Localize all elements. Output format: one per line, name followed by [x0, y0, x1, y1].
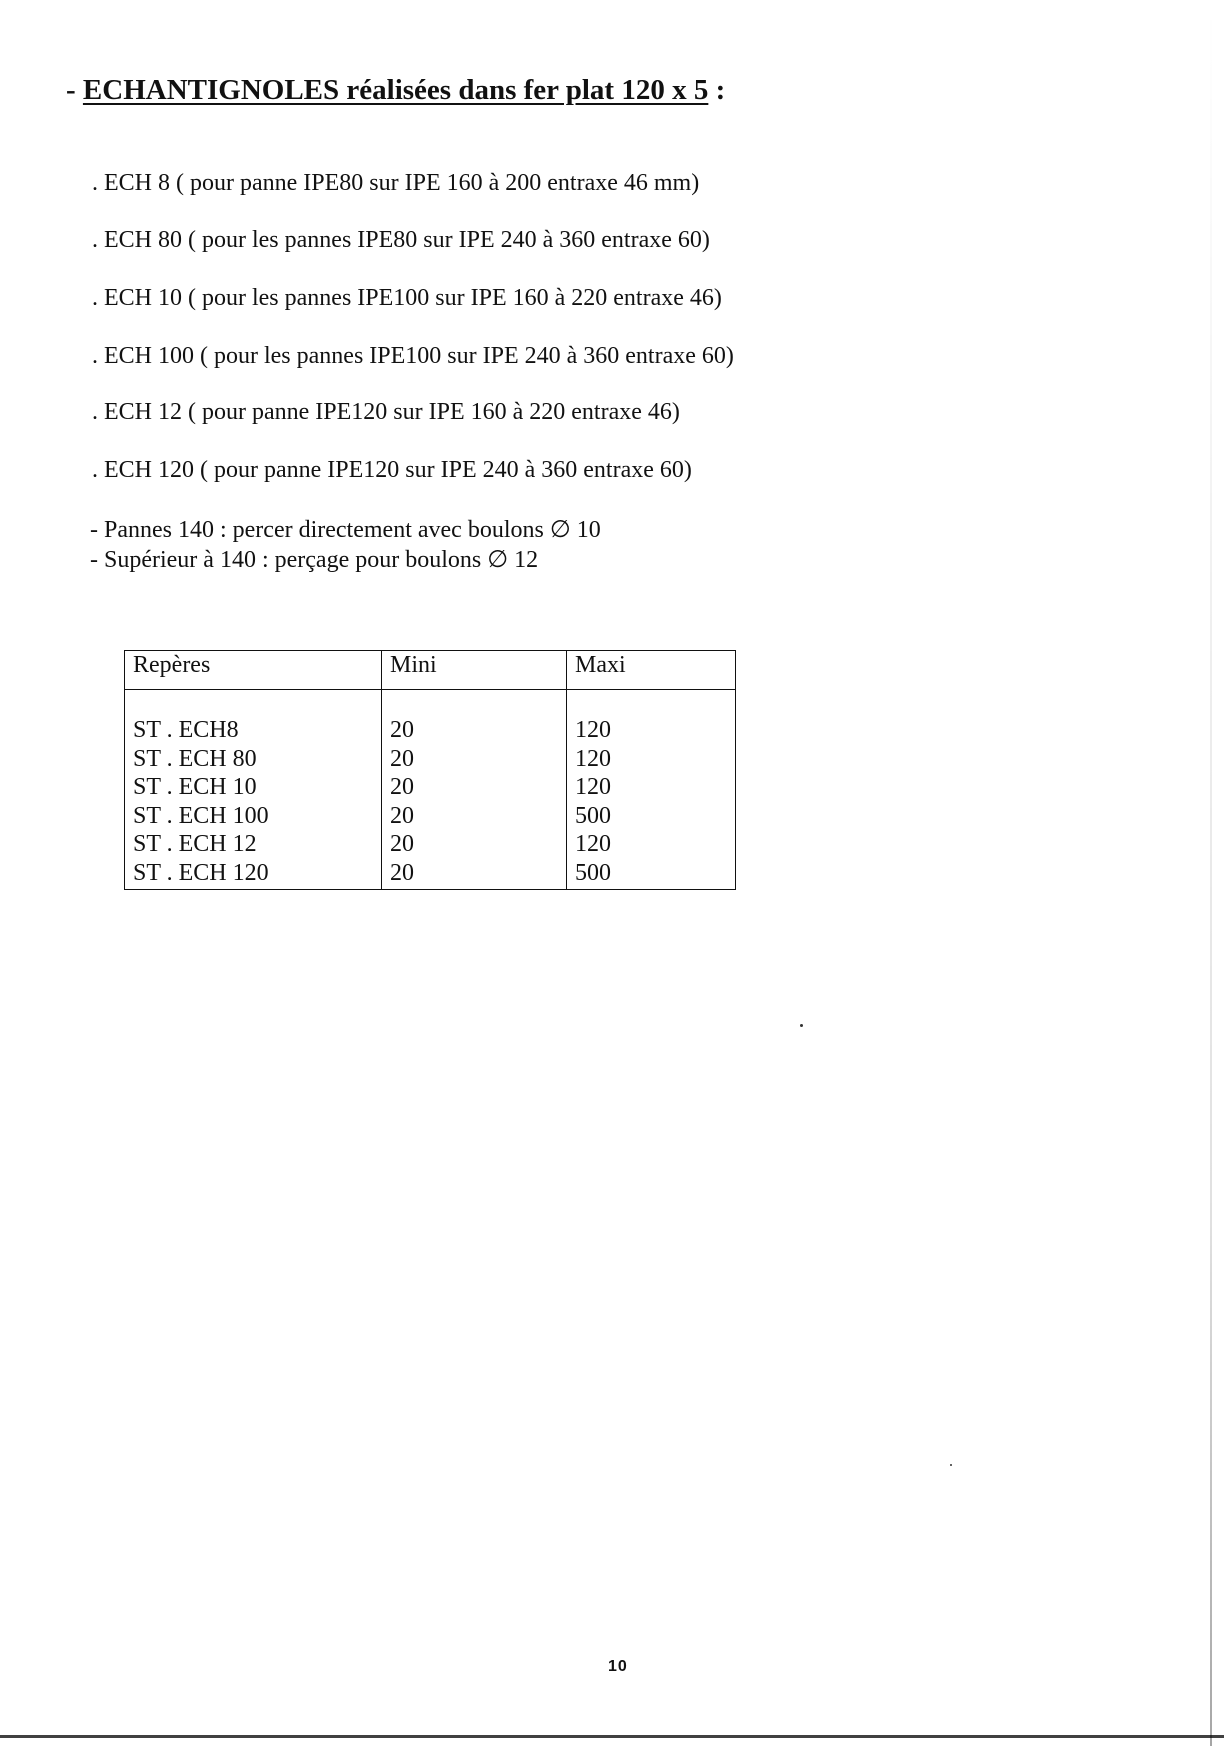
- note-line: - Supérieur à 140 : perçage pour boulons ∅ 12: [90, 547, 539, 573]
- column-header: Maxi: [567, 651, 736, 690]
- table-cell: 120: [567, 747, 736, 776]
- table-cell: [567, 690, 736, 719]
- column-header: Mini: [382, 651, 567, 690]
- table-row: [125, 804, 736, 833]
- list-item: . ECH 10 ( pour les pannes IPE100 sur IPE 160 à 220 entraxe 46): [92, 285, 722, 311]
- table-cell: 20: [382, 718, 567, 747]
- list-item: . ECH 8 ( pour panne IPE80 sur IPE 160 à 200 entraxe 46 mm): [92, 170, 700, 196]
- dimensions-table: [124, 650, 736, 890]
- table-cell: 120: [567, 775, 736, 804]
- page-number: 10: [608, 1658, 628, 1675]
- table-cell: 120: [567, 832, 736, 861]
- table-cell: 20: [382, 775, 567, 804]
- table-cell: ST . ECH 80: [125, 747, 382, 776]
- table-row: [125, 718, 736, 747]
- table-cell: 500: [567, 804, 736, 833]
- section-heading: [66, 76, 725, 105]
- column-header: Repères: [125, 651, 382, 690]
- table-cell: [382, 690, 567, 719]
- list-item: . ECH 100 ( pour les pannes IPE100 sur IPE 240 à 360 entraxe 60): [92, 343, 734, 369]
- list-item: . ECH 120 ( pour panne IPE120 sur IPE 240 à 360 entraxe 60): [92, 457, 692, 483]
- table-cell: 500: [567, 861, 736, 890]
- table-row: [125, 747, 736, 776]
- table-spacer-row: [125, 690, 736, 719]
- heading-suffix: :: [708, 74, 726, 106]
- scan-speck: [950, 1464, 952, 1466]
- table-row: [125, 861, 736, 890]
- note-line: - Pannes 140 : percer directement avec boulons ∅ 10: [90, 517, 601, 543]
- list-item: . ECH 12 ( pour panne IPE120 sur IPE 160 à 220 entraxe 46): [92, 399, 680, 425]
- table-cell: ST . ECH 10: [125, 775, 382, 804]
- table-cell: 20: [382, 861, 567, 890]
- heading-title: ECHANTIGNOLES réalisées dans fer plat 120 x 5: [82, 74, 709, 106]
- scan-speck: [800, 1024, 803, 1027]
- table-row: [125, 775, 736, 804]
- table-header-row: [125, 651, 736, 690]
- table-cell: ST . ECH8: [125, 718, 382, 747]
- table-cell: [125, 690, 382, 719]
- table-cell: 20: [382, 747, 567, 776]
- table-cell: ST . ECH 100: [125, 804, 382, 833]
- heading-prefix: -: [66, 74, 83, 106]
- table-cell: ST . ECH 12: [125, 832, 382, 861]
- scan-edge: [0, 1735, 1224, 1738]
- table-cell: 20: [382, 832, 567, 861]
- scan-edge: [1210, 0, 1212, 1746]
- table-cell: 20: [382, 804, 567, 833]
- table-cell: 120: [567, 718, 736, 747]
- table-cell: ST . ECH 120: [125, 861, 382, 890]
- list-item: . ECH 80 ( pour les pannes IPE80 sur IPE 240 à 360 entraxe 60): [92, 227, 710, 253]
- table-row: [125, 832, 736, 861]
